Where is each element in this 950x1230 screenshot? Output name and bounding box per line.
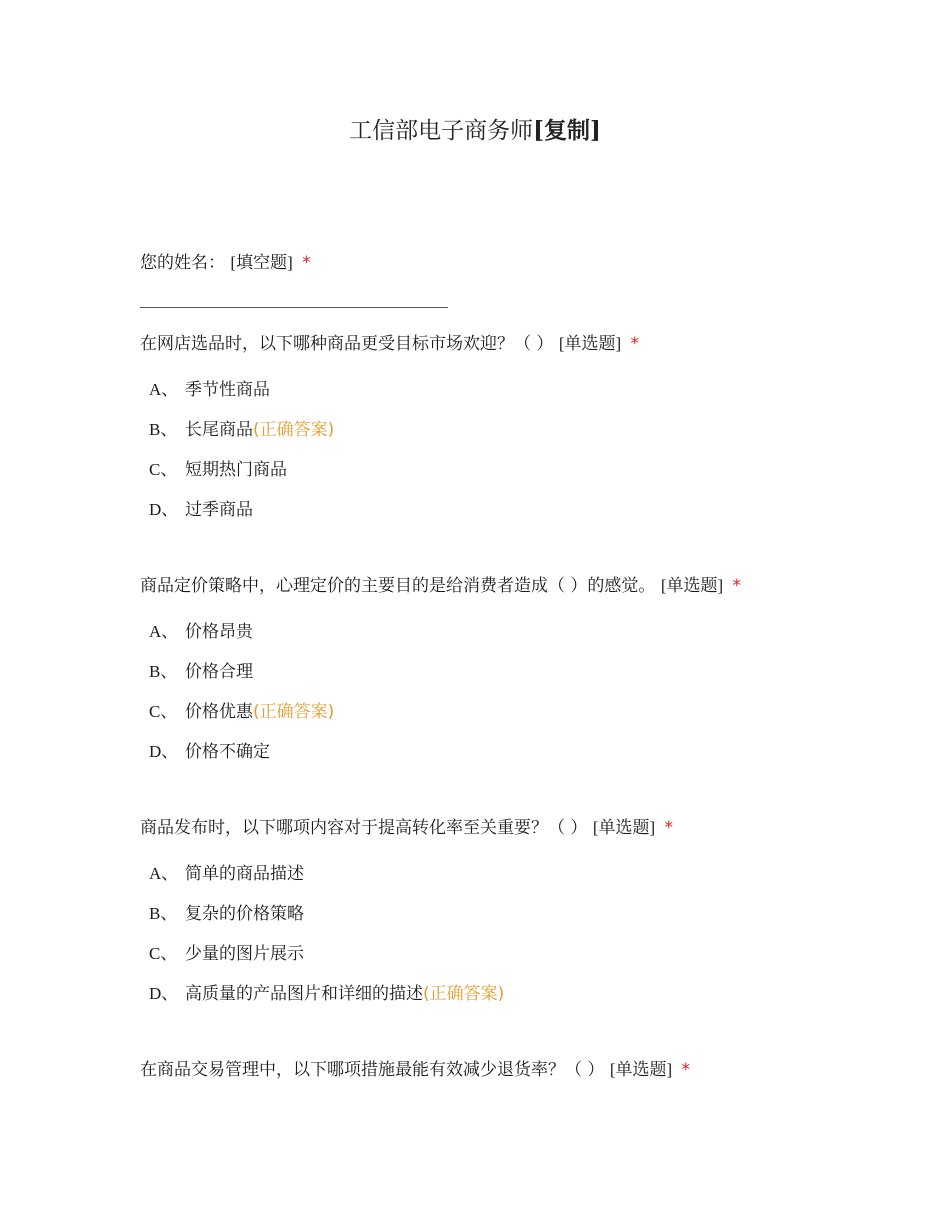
question-3-option-b[interactable]: [149, 660, 253, 684]
question-3-option-a[interactable]: [149, 620, 253, 644]
option-letter: C、: [149, 460, 178, 479]
question-4-title: [140, 816, 673, 840]
option-letter: B、: [149, 904, 178, 923]
option-label: 少量的图片展示: [185, 944, 304, 964]
option-label: 价格合理: [185, 662, 253, 682]
question-4-option-c[interactable]: [149, 942, 304, 966]
option-label: 过季商品: [185, 500, 253, 520]
page-title-copy-tag: [复制]: [533, 117, 601, 144]
option-letter: A、: [149, 380, 179, 399]
option-label: 高质量的产品图片和详细的描述: [185, 984, 423, 1004]
option-letter: C、: [149, 702, 178, 721]
question-text: 在商品交易管理中，以下哪项措施最能有效减少退货率？（ ）: [140, 1060, 605, 1080]
question-text: 商品定价策略中，心理定价的主要目的是给消费者造成（ ）的感觉。: [140, 576, 656, 596]
option-letter: B、: [149, 662, 178, 681]
correct-answer-tag: (正确答案): [253, 702, 335, 722]
question-4-option-b[interactable]: [149, 902, 304, 926]
option-label: 简单的商品描述: [185, 864, 304, 884]
correct-answer-tag: (正确答案): [423, 984, 505, 1004]
option-label: 短期热门商品: [185, 460, 287, 480]
option-label: 价格不确定: [185, 742, 270, 762]
required-asterisk: *: [630, 334, 640, 354]
question-2-option-d[interactable]: [149, 498, 253, 522]
question-type: [单选题]: [592, 818, 656, 837]
question-3-option-d[interactable]: [149, 740, 270, 764]
option-letter: D、: [149, 984, 179, 1003]
option-letter: A、: [149, 622, 179, 641]
required-asterisk: *: [681, 1060, 691, 1080]
question-text: 您的姓名：: [140, 253, 225, 273]
question-type: [单选题]: [660, 576, 724, 595]
question-1-title: [140, 251, 311, 275]
required-asterisk: *: [664, 818, 674, 838]
question-4-option-d[interactable]: [149, 982, 504, 1006]
question-2-option-a[interactable]: [149, 378, 270, 402]
page-title-main: 工信部电子商务师: [349, 118, 534, 144]
question-2-option-b[interactable]: [149, 418, 334, 442]
question-5-title: [140, 1058, 690, 1082]
question-4-option-a[interactable]: [149, 862, 304, 886]
required-asterisk: *: [302, 253, 311, 273]
option-label: 复杂的价格策略: [185, 904, 304, 924]
option-label: 长尾商品: [185, 420, 253, 440]
option-letter: D、: [149, 742, 179, 761]
question-2-title: [140, 332, 639, 356]
option-letter: A、: [149, 864, 179, 883]
option-label: 价格昂贵: [185, 622, 253, 642]
option-letter: B、: [149, 420, 178, 439]
question-type: [单选题]: [558, 334, 622, 353]
correct-answer-tag: (正确答案): [253, 420, 335, 440]
option-label: 价格优惠: [185, 702, 253, 722]
question-2-option-c[interactable]: [149, 458, 287, 482]
question-type: [填空题]: [230, 253, 293, 272]
question-type: [单选题]: [609, 1060, 673, 1079]
question-3-option-c[interactable]: [149, 700, 334, 724]
question-text: 商品发布时，以下哪项内容对于提高转化率至关重要？（ ）: [140, 818, 588, 838]
question-text: 在网店选品时，以下哪种商品更受目标市场欢迎？（ ）: [140, 334, 554, 354]
option-letter: C、: [149, 944, 178, 963]
option-letter: D、: [149, 500, 179, 519]
required-asterisk: *: [732, 576, 742, 596]
option-label: 季节性商品: [185, 380, 270, 400]
page-title: [0, 112, 950, 145]
name-answer-blank[interactable]: [140, 307, 448, 308]
question-3-title: [140, 574, 741, 598]
